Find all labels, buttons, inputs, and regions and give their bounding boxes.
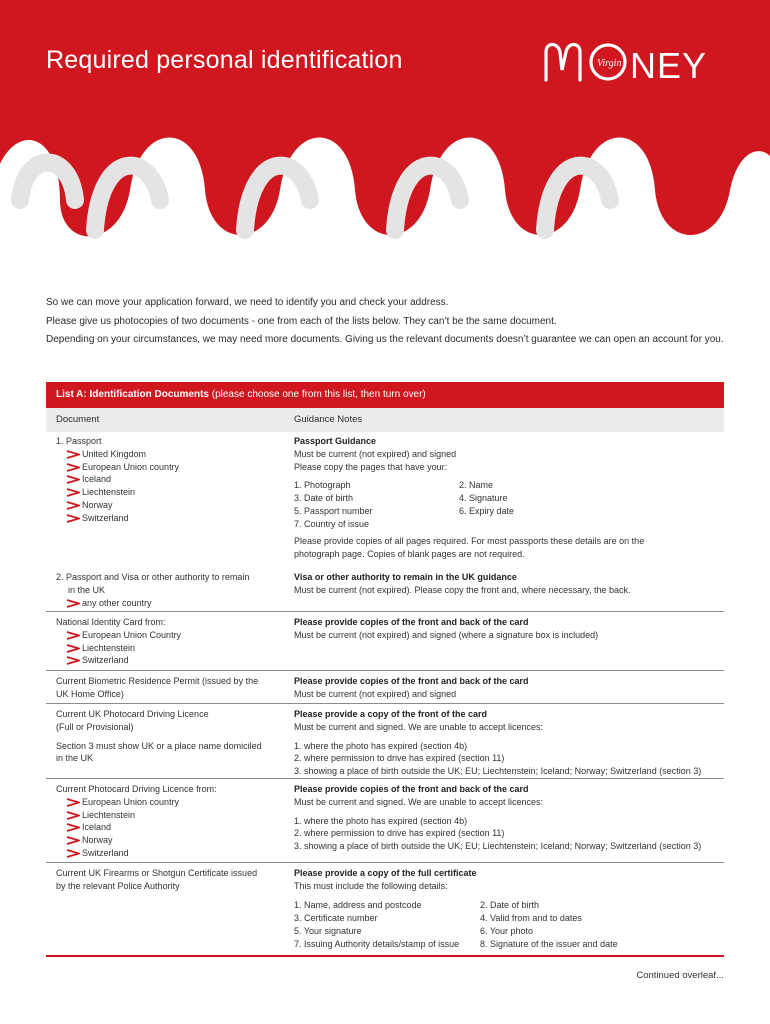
intro-paragraph-1: So we can move your application forward, we need to identify you and check your address. [46, 297, 449, 308]
document-name: Current UK Photocard Driving Licence [56, 709, 209, 719]
list-item: 2. where permission to drive has expired (section 11) [294, 828, 505, 839]
row-divider [46, 778, 724, 779]
list-item: 2. Name [459, 480, 494, 491]
list-item: Iceland [66, 821, 286, 834]
table-bottom-rule [46, 955, 724, 957]
list-item: Switzerland [66, 654, 286, 667]
document-name: 2. Passport and Visa or other authority to remain [56, 572, 250, 582]
document-name: Current Photocard Driving Licence from: [56, 784, 217, 794]
list-item: 7. Country of issue [294, 519, 370, 530]
arrow-bullet-icon [66, 599, 80, 608]
list-item: 4. Valid from and to dates [480, 912, 582, 923]
document-name: UK Home Office) [56, 688, 124, 699]
list-item: Norway [66, 499, 286, 512]
arrow-bullet-icon [66, 501, 80, 510]
arrow-bullet-icon [66, 450, 80, 459]
guidance-heading: Please provide copies of the front and back of the card [294, 676, 529, 686]
arrow-bullet-icon [66, 811, 80, 820]
intro-paragraph-3: Depending on your circumstances, we may need more documents. Giving us the relevant documents doesn’t guarantee we can open an account for you. [46, 334, 724, 345]
list-item: United Kingdom [66, 448, 286, 461]
arrow-bullet-icon [66, 463, 80, 472]
passport-pages-list [294, 479, 724, 531]
arrow-bullet-icon [66, 514, 80, 523]
list-item: Iceland [66, 473, 286, 486]
list-item: 7. Issuing Authority details/stamp of issue [294, 938, 460, 949]
document-note: in the UK [56, 753, 94, 764]
list-item: 1. Photograph [294, 480, 351, 491]
guidance-heading: Visa or other authority to remain in the UK guidance [294, 572, 517, 582]
guidance-note: photograph page. Copies of blank pages are not required. [294, 549, 525, 560]
guidance-heading: Please provide a copy of the front of the card [294, 709, 488, 719]
list-item: Norway [66, 834, 286, 847]
certificate-details-list [294, 899, 724, 951]
list-item: 5. Passport number [294, 506, 373, 517]
list-item: Liechtenstein [66, 809, 286, 822]
list-item: Liechtenstein [66, 486, 286, 499]
guidance-text: Must be current (not expired) and signed [294, 688, 457, 699]
list-a-note: (please choose one from this list, then turn over) [211, 389, 426, 400]
guidance-text: Must be current and signed. We are unable to accept licences: [294, 796, 543, 807]
arrow-bullet-icon [66, 488, 80, 497]
list-item: 3. Date of birth [294, 493, 354, 504]
header-banner [0, 0, 770, 268]
list-item: 2. where permission to drive has expired (section 11) [294, 753, 505, 764]
virgin-money-logo [540, 40, 730, 84]
list-item: Liechtenstein [66, 642, 286, 655]
list-item: any other country [66, 597, 286, 610]
arrow-bullet-icon [66, 849, 80, 858]
arrow-bullet-icon [66, 836, 80, 845]
arrow-bullet-icon [66, 798, 80, 807]
guidance-text: Must be current and signed. We are unable to accept licences: [294, 721, 543, 732]
document-name: (Full or Provisional) [56, 721, 134, 732]
svg-text:NEY: NEY [630, 45, 708, 84]
guidance-text: Must be current (not expired). Please copy the front and, where necessary, the back. [294, 584, 631, 595]
logo-badge-text: Virgin [597, 58, 622, 69]
list-item: 4. Signature [459, 493, 508, 504]
list-item: 6. Your photo [480, 925, 534, 936]
list-a-title: List A: Identification Documents [56, 389, 209, 400]
document-name: by the relevant Police Authority [56, 880, 180, 891]
intro-paragraph-2: Please give us photocopies of two documents - one from each of the lists below. They can’t be the same document. [46, 315, 557, 327]
guidance-heading: Please provide copies of the front and back of the card [294, 784, 529, 794]
row-divider [46, 670, 724, 671]
arrow-bullet-icon [66, 475, 80, 484]
column-header-guidance: Guidance Notes [294, 414, 363, 425]
list-item: European Union Country [66, 629, 286, 642]
list-item: 3. showing a place of birth outside the UK; EU; Liechtenstein; Iceland; Norway; Switzerland (section 3) [294, 841, 702, 852]
row-divider [46, 611, 724, 612]
arrow-bullet-icon [66, 631, 80, 640]
list-item: 1. where the photo has expired (section 4b) [294, 740, 468, 751]
guidance-text: Must be current (not expired) and signed [294, 448, 457, 459]
list-item: 6. Expiry date [459, 506, 515, 517]
document-name: 1. Passport [56, 436, 102, 446]
guidance-text: Please copy the pages that have your: [294, 461, 448, 472]
document-note: Section 3 must show UK or a place name domiciled [56, 740, 262, 751]
guidance-note: Please provide copies of all pages required. For most passports these details are on the [294, 536, 645, 547]
continued-overleaf: Continued overleaf... [636, 970, 724, 981]
arrow-bullet-icon [66, 823, 80, 832]
arrow-bullet-icon [66, 656, 80, 665]
row-divider [46, 862, 724, 863]
document-name: in the UK [68, 584, 106, 595]
guidance-text: Must be current (not expired) and signed (where a signature box is included) [294, 629, 599, 640]
guidance-text: This must include the following details: [294, 880, 448, 891]
page-title: Required personal identification [46, 46, 403, 74]
list-item: 2. Date of birth [480, 899, 540, 910]
document-name: National Identity Card from: [56, 617, 166, 627]
list-item: 1. where the photo has expired (section 4b) [294, 815, 468, 826]
list-item: 3. Certificate number [294, 912, 378, 923]
column-header-document: Document [56, 414, 100, 425]
list-item: 1. Name, address and postcode [294, 899, 422, 910]
guidance-heading: Please provide copies of the front and back of the card [294, 617, 529, 627]
guidance-heading: Passport Guidance [294, 436, 377, 446]
list-item: 5. Your signature [294, 925, 362, 936]
list-a-header [46, 382, 724, 408]
intro-text [46, 294, 726, 350]
list-item: 3. showing a place of birth outside the UK; EU; Liechtenstein; Iceland; Norway; Switzerland (section 3) [294, 766, 702, 777]
guidance-heading: Please provide a copy of the full certificate [294, 868, 477, 878]
list-item: European Union country [66, 796, 286, 809]
row-divider [46, 703, 724, 704]
document-name: Current Biometric Residence Permit (issued by the [56, 676, 259, 686]
document-name: Current UK Firearms or Shotgun Certificate issued [56, 868, 258, 878]
list-item: Switzerland [66, 847, 286, 860]
list-item: Switzerland [66, 512, 286, 525]
list-item: European Union country [66, 461, 286, 474]
list-item: 8. Signature of the issuer and date [480, 938, 618, 949]
arrow-bullet-icon [66, 644, 80, 653]
table-header [46, 408, 724, 432]
